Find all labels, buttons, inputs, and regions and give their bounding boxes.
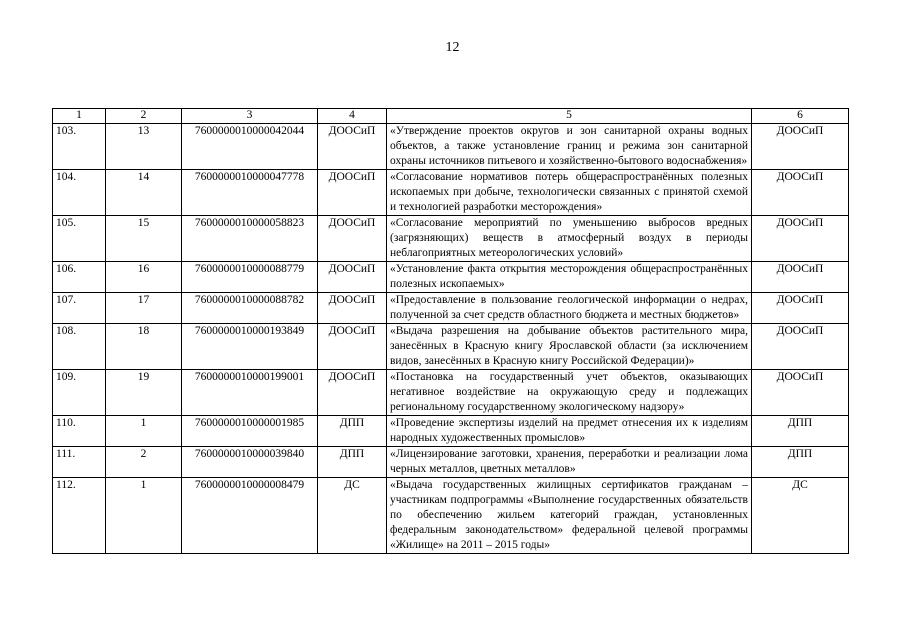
row-number: 104.	[53, 170, 106, 216]
department: ДС	[318, 478, 387, 554]
sub-number: 14	[106, 170, 182, 216]
row-number: 110.	[53, 416, 106, 447]
service-code: 7600000010000193849	[182, 324, 318, 370]
service-code: 7600000010000199001	[182, 370, 318, 416]
table-row	[53, 216, 849, 262]
sub-number: 1	[106, 478, 182, 554]
sub-number: 2	[106, 447, 182, 478]
service-code: 7600000010000058823	[182, 216, 318, 262]
service-description: «Установление факта открытия месторождения общераспространённых полезных ископаемых»	[387, 262, 752, 293]
service-code: 7600000010000047778	[182, 170, 318, 216]
department: ДООСиП	[318, 370, 387, 416]
service-code: 7600000010000088779	[182, 262, 318, 293]
service-description: «Выдача разрешения на добывание объектов растительного мира, занесённых в Красную книгу Ярославской области (за исключением видов, занесённых в Красную книгу Российской Федерации)»	[387, 324, 752, 370]
responsible: ДООСиП	[752, 124, 849, 170]
responsible: ДС	[752, 478, 849, 554]
service-description: «Согласование мероприятий по уменьшению выбросов вредных (загрязняющих) веществ в атмосферный воздух в периоды неблагоприятных метеорологических условий»	[387, 216, 752, 262]
responsible: ДПП	[752, 416, 849, 447]
column-header: 6	[752, 109, 849, 124]
table-row	[53, 447, 849, 478]
table-row	[53, 370, 849, 416]
service-description: «Лицензирование заготовки, хранения, переработки и реализации лома черных металлов, цветных металлов»	[387, 447, 752, 478]
sub-number: 13	[106, 124, 182, 170]
service-description: «Утверждение проектов округов и зон санитарной охраны водных объектов, а также установление границ и режима зон санитарной охраны источников питьевого и хозяйственно-бытового водоснабжения»	[387, 124, 752, 170]
responsible: ДООСиП	[752, 370, 849, 416]
row-number: 107.	[53, 293, 106, 324]
service-description: «Проведение экспертизы изделий на предмет отнесения их к изделиям народных художественных промыслов»	[387, 416, 752, 447]
department: ДООСиП	[318, 262, 387, 293]
table-header-row	[53, 109, 849, 124]
sub-number: 1	[106, 416, 182, 447]
service-code: 7600000010000039840	[182, 447, 318, 478]
services-table	[52, 108, 849, 554]
responsible: ДООСиП	[752, 262, 849, 293]
service-code: 7600000010000001985	[182, 416, 318, 447]
table-row	[53, 324, 849, 370]
service-description: «Постановка на государственный учет объектов, оказывающих негативное воздействие на окружающую среду и подлежащих региональному государственному экологическому надзору»	[387, 370, 752, 416]
sub-number: 17	[106, 293, 182, 324]
column-header: 5	[387, 109, 752, 124]
column-header: 2	[106, 109, 182, 124]
sub-number: 18	[106, 324, 182, 370]
department: ДООСиП	[318, 293, 387, 324]
service-code: 7600000010000008479	[182, 478, 318, 554]
department: ДПП	[318, 447, 387, 478]
table-row	[53, 170, 849, 216]
responsible: ДООСиП	[752, 324, 849, 370]
page-number: 12	[445, 40, 460, 55]
responsible: ДООСиП	[752, 170, 849, 216]
table-row	[53, 478, 849, 554]
row-number: 109.	[53, 370, 106, 416]
column-header: 3	[182, 109, 318, 124]
responsible: ДООСиП	[752, 293, 849, 324]
row-number: 106.	[53, 262, 106, 293]
table-row	[53, 293, 849, 324]
responsible: ДПП	[752, 447, 849, 478]
department: ДООСиП	[318, 124, 387, 170]
column-header: 4	[318, 109, 387, 124]
column-header: 1	[53, 109, 106, 124]
department: ДООСиП	[318, 324, 387, 370]
service-description: «Согласование нормативов потерь общераспространённых полезных ископаемых при добыче, технологически связанных с принятой схемой и технологией разработки месторождения»	[387, 170, 752, 216]
table-row	[53, 262, 849, 293]
service-code: 7600000010000088782	[182, 293, 318, 324]
sub-number: 19	[106, 370, 182, 416]
sub-number: 16	[106, 262, 182, 293]
department: ДООСиП	[318, 216, 387, 262]
sub-number: 15	[106, 216, 182, 262]
row-number: 111.	[53, 447, 106, 478]
department: ДПП	[318, 416, 387, 447]
service-code: 7600000010000042044	[182, 124, 318, 170]
responsible: ДООСиП	[752, 216, 849, 262]
service-description: «Выдача государственных жилищных сертификатов гражданам – участникам подпрограммы «Выполнение государственных обязательств по обеспечению жильем категорий граждан, установленных федеральным законодательством» федеральной целевой программы «Жилище» на 2011 – 2015 годы»	[387, 478, 752, 554]
row-number: 112.	[53, 478, 106, 554]
table-row	[53, 416, 849, 447]
service-description: «Предоставление в пользование геологической информации о недрах, полученной за счет средств областного бюджета и местных бюджетов»	[387, 293, 752, 324]
row-number: 103.	[53, 124, 106, 170]
row-number: 108.	[53, 324, 106, 370]
department: ДООСиП	[318, 170, 387, 216]
table-row	[53, 124, 849, 170]
row-number: 105.	[53, 216, 106, 262]
